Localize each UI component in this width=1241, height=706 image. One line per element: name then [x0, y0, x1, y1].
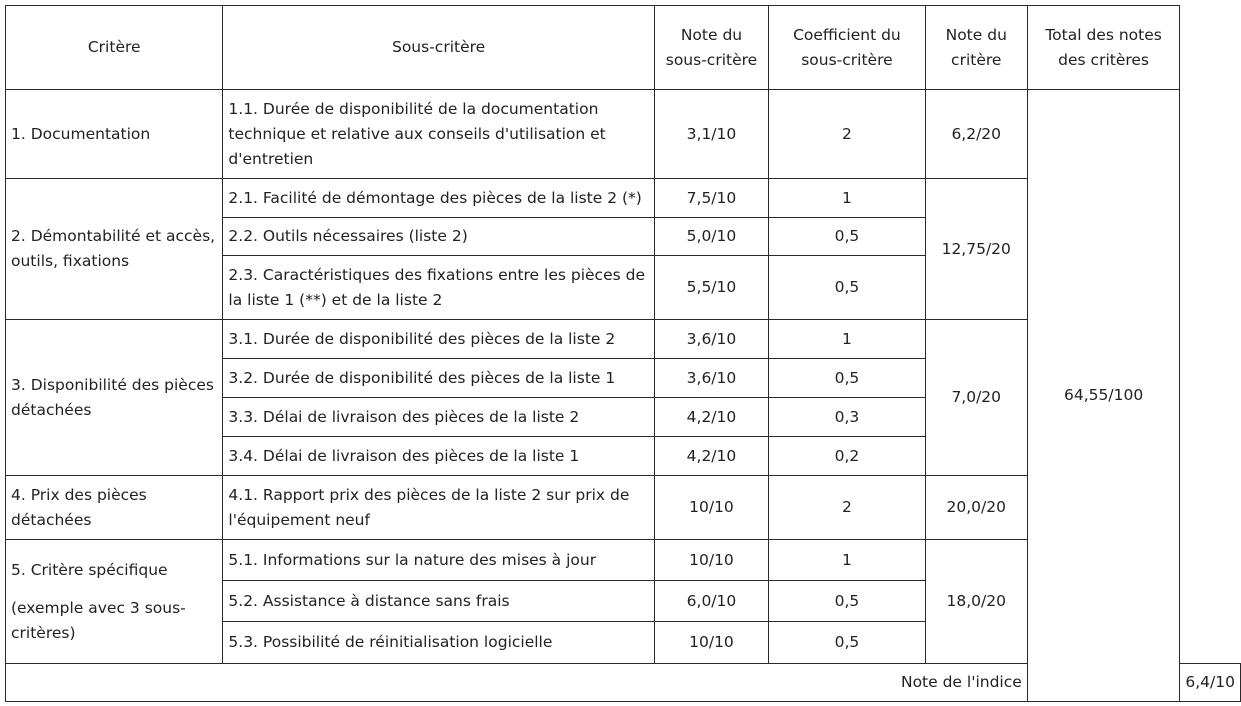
criterion-label: 4. Prix des pièces détachées: [6, 476, 223, 540]
subcriterion-note: 4,2/10: [654, 437, 768, 476]
criterion-label: 1. Documentation: [6, 90, 223, 179]
table-row: [6, 90, 1241, 179]
subcriterion-note: 10/10: [654, 540, 768, 581]
subcriterion-coefficient: 1: [769, 320, 926, 359]
subcriterion-coefficient: 0,2: [769, 437, 926, 476]
criterion-note-text: (exemple avec 3 sous-critères): [11, 598, 186, 642]
subcriterion-note: 10/10: [654, 622, 768, 664]
subcriterion-label: 2.3. Caractéristiques des fixations entre les pièces de la liste 1 (**) et de la liste 2: [223, 256, 654, 320]
criterion-note: 7,0/20: [925, 320, 1027, 476]
criterion-note: 20,0/20: [925, 476, 1027, 540]
subcriterion-note: 3,1/10: [654, 90, 768, 179]
subcriterion-note: 3,6/10: [654, 320, 768, 359]
subcriterion-note: 3,6/10: [654, 359, 768, 398]
subcriterion-coefficient: 1: [769, 540, 926, 581]
criterion-label: 2. Démontabilité et accès, outils, fixations: [6, 179, 223, 320]
header-total: Total des notes des critères: [1027, 6, 1180, 90]
subcriterion-coefficient: 1: [769, 179, 926, 218]
subcriterion-label: 1.1. Durée de disponibilité de la documentation technique et relative aux conseils d'utilisation et d'entretien: [223, 90, 654, 179]
subcriterion-coefficient: 0,5: [769, 359, 926, 398]
subcriterion-label: 3.3. Délai de livraison des pièces de la liste 2: [223, 398, 654, 437]
subcriterion-coefficient: 0,5: [769, 581, 926, 622]
subcriterion-coefficient: 0,5: [769, 622, 926, 664]
criterion-note: 12,75/20: [925, 179, 1027, 320]
subcriterion-label: 4.1. Rapport prix des pièces de la liste 2 sur prix de l'équipement neuf: [223, 476, 654, 540]
subcriterion-label: 3.1. Durée de disponibilité des pièces de la liste 2: [223, 320, 654, 359]
subcriterion-label: 2.2. Outils nécessaires (liste 2): [223, 218, 654, 256]
total-score: 64,55/100: [1027, 90, 1180, 702]
criterion-note: 6,2/20: [925, 90, 1027, 179]
subcriterion-coefficient: 0,3: [769, 398, 926, 437]
subcriterion-note: 5,0/10: [654, 218, 768, 256]
subcriterion-coefficient: 0,5: [769, 218, 926, 256]
subcriterion-note: 6,0/10: [654, 581, 768, 622]
index-score-label: Note de l'indice: [6, 664, 1028, 702]
subcriterion-label: 5.3. Possibilité de réinitialisation logicielle: [223, 622, 654, 664]
subcriterion-label: 3.2. Durée de disponibilité des pièces de la liste 1: [223, 359, 654, 398]
subcriterion-note: 5,5/10: [654, 256, 768, 320]
subcriterion-coefficient: 2: [769, 90, 926, 179]
subcriterion-coefficient: 0,5: [769, 256, 926, 320]
subcriterion-label: 5.1. Informations sur la nature des mises à jour: [223, 540, 654, 581]
repairability-index-table: [5, 5, 1241, 702]
criterion-cell: [6, 540, 223, 664]
subcriterion-note: 7,5/10: [654, 179, 768, 218]
subcriterion-coefficient: 2: [769, 476, 926, 540]
subcriterion-label: 2.1. Facilité de démontage des pièces de la liste 2 (*): [223, 179, 654, 218]
header-critere: Critère: [6, 6, 223, 90]
subcriterion-label: 3.4. Délai de livraison des pièces de la liste 1: [223, 437, 654, 476]
header-row: [6, 6, 1241, 90]
header-coefficient: Coefficient du sous-critère: [769, 6, 926, 90]
index-score-value: 6,4/10: [1180, 664, 1241, 702]
criterion-note: 18,0/20: [925, 540, 1027, 664]
header-note-critere: Note du critère: [925, 6, 1027, 90]
criterion-label: 3. Disponibilité des pièces détachées: [6, 320, 223, 476]
header-note-sous-critere: Note du sous-critère: [654, 6, 768, 90]
subcriterion-label: 5.2. Assistance à distance sans frais: [223, 581, 654, 622]
header-sous-critere: Sous-critère: [223, 6, 654, 90]
subcriterion-note: 10/10: [654, 476, 768, 540]
subcriterion-note: 4,2/10: [654, 398, 768, 437]
criterion-label: 5. Critère spécifique: [11, 560, 168, 579]
